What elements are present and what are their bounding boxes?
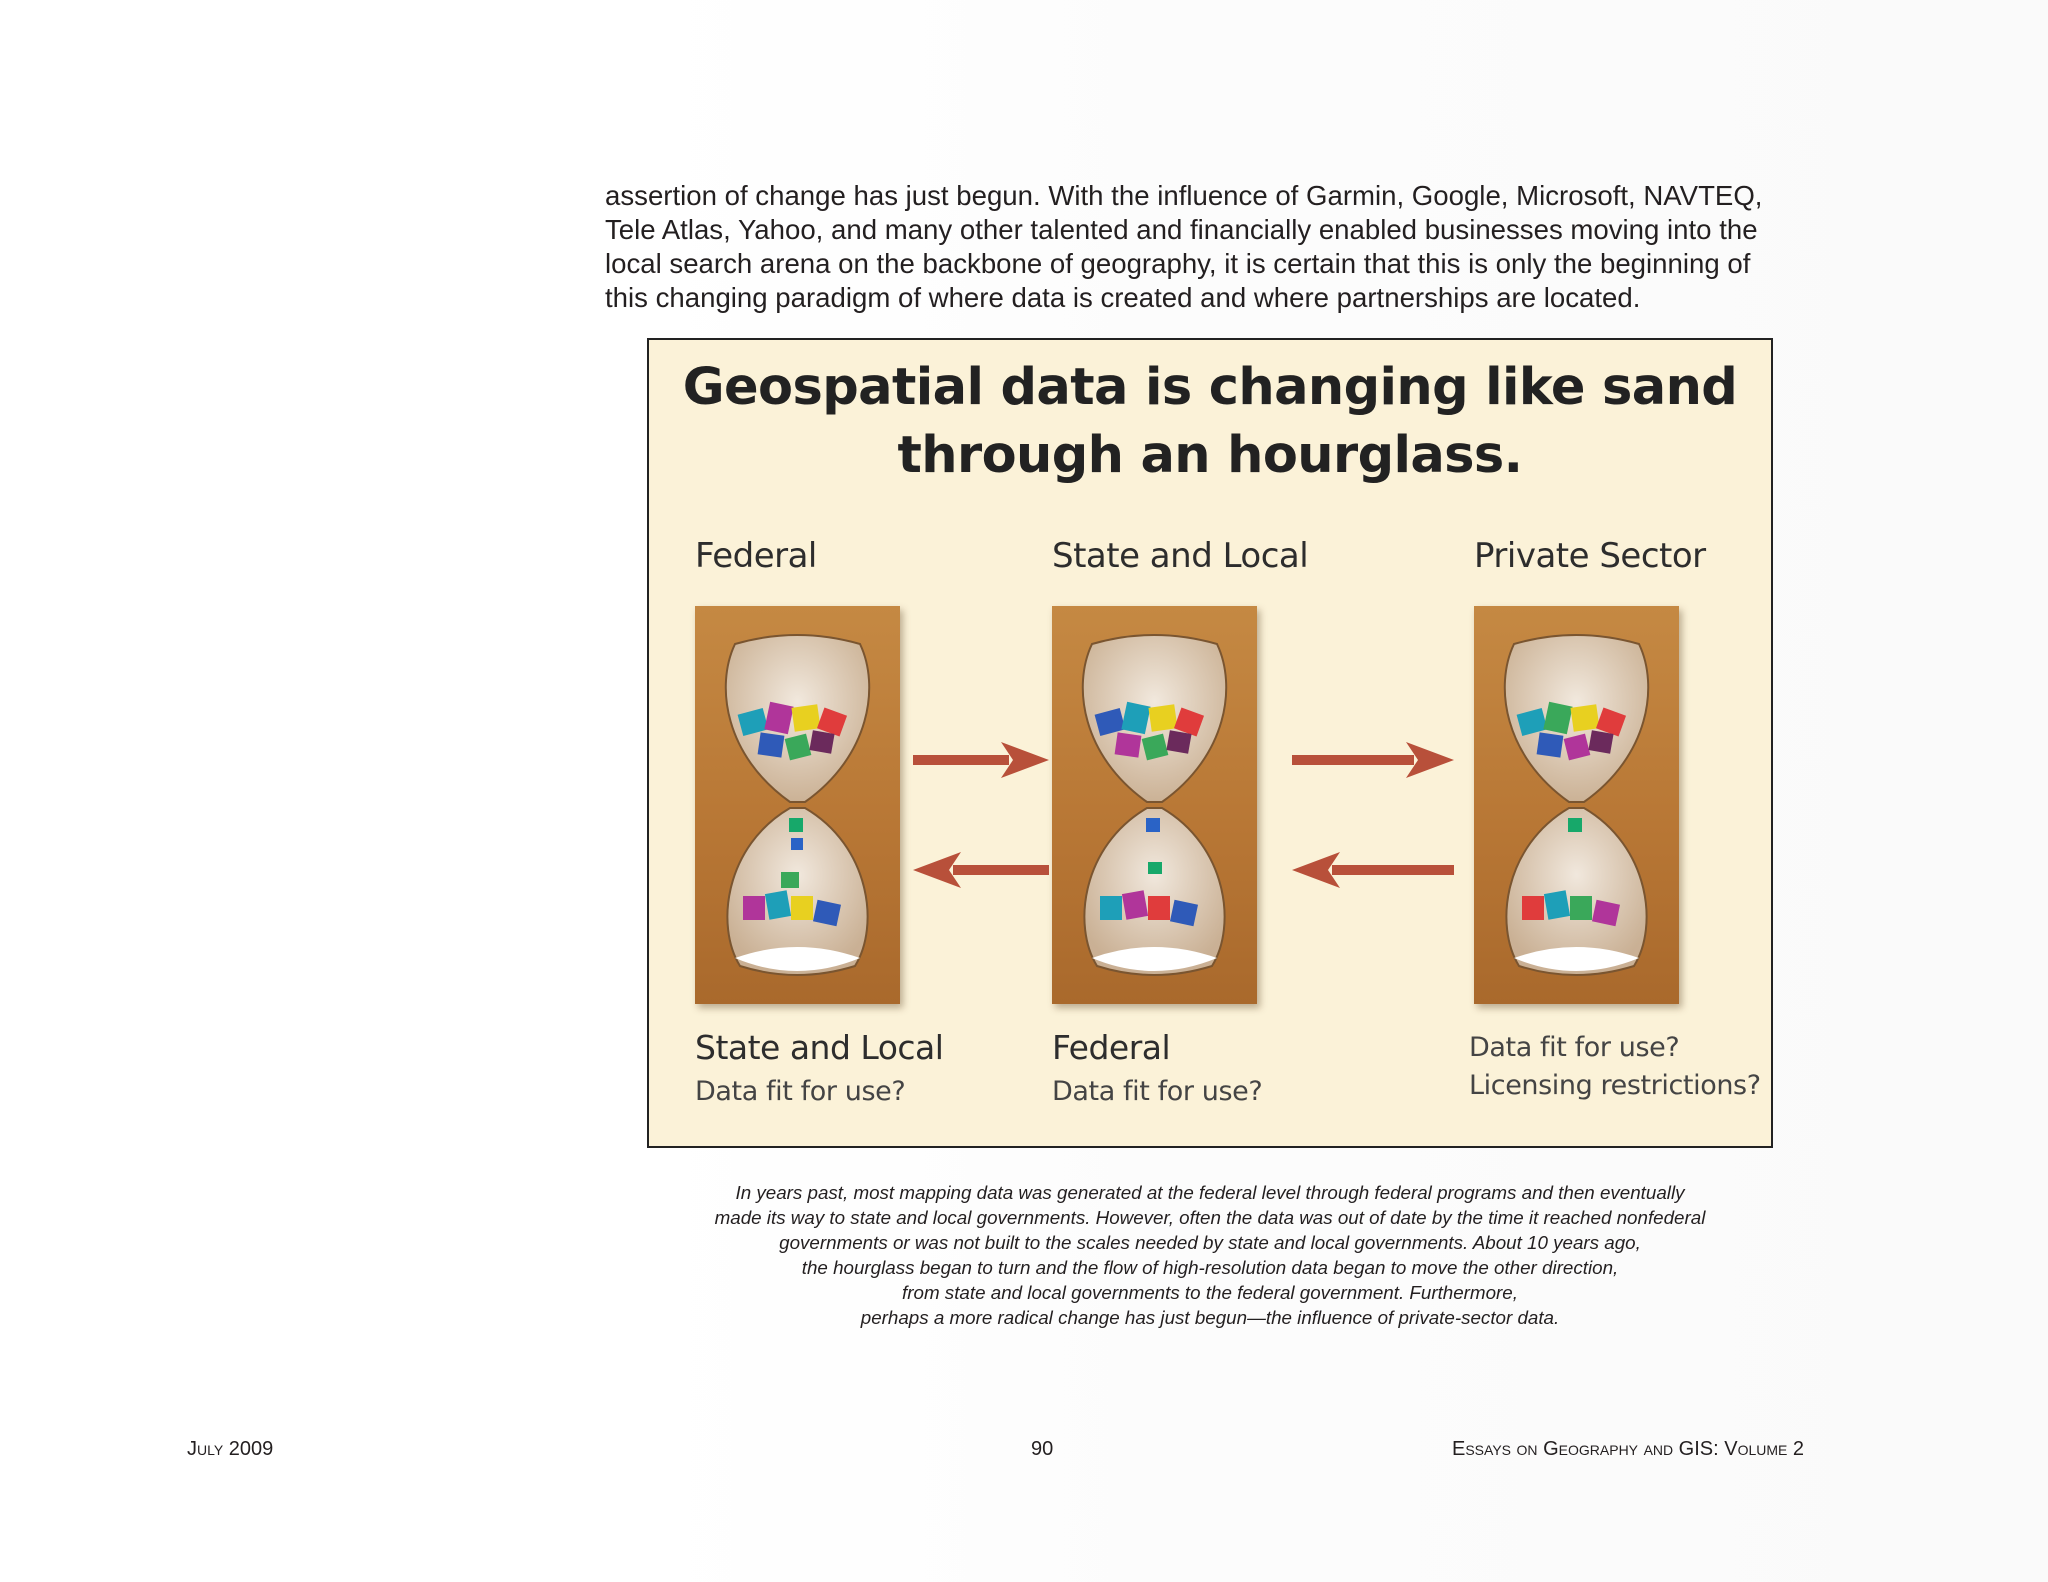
hourglass-image: [1052, 606, 1257, 1004]
caption-line: perhaps a more radical change has just begun—the influence of private-sector data.: [860, 1307, 1560, 1328]
label-data-fit: Data fit for use?: [1469, 1032, 1680, 1063]
column-heading-private-sector: Private Sector: [1474, 536, 1706, 576]
arrow-left-icon: [913, 850, 1049, 890]
label-data-fit: Data fit for use?: [695, 1076, 906, 1107]
footer-date: July 2009: [187, 1438, 274, 1460]
figure-title-line-1: Geospatial data is changing like sand: [682, 358, 1738, 417]
arrow-left-icon: [1292, 850, 1454, 890]
hourglass-image: [695, 606, 900, 1004]
page-number: 90: [1031, 1438, 1054, 1460]
label-state-and-local: State and Local: [695, 1028, 944, 1067]
hourglass-panel-private-sector: [1474, 606, 1679, 1004]
caption-line: made its way to state and local governments. However, often the data was out of date by the time it reached nonfederal: [714, 1207, 1706, 1228]
caption-line: the hourglass began to turn and the flow of high-resolution data began to move the other direction,: [801, 1257, 1619, 1278]
label-federal: Federal: [1052, 1028, 1171, 1067]
caption-line: governments or was not built to the scales needed by state and local governments. About 10 years ago,: [779, 1232, 1641, 1253]
caption-line: In years past, most mapping data was generated at the federal level through federal programs and then eventually: [735, 1182, 1685, 1203]
hourglass-panel-federal: [695, 606, 900, 1004]
label-data-fit: Data fit for use?: [1052, 1076, 1263, 1107]
label-licensing-restrictions: Licensing restrictions?: [1469, 1070, 1761, 1101]
column-heading-state-local: State and Local: [1052, 536, 1309, 576]
body-paragraph: [605, 179, 1815, 315]
figure-caption: [640, 1180, 1780, 1330]
arrow-right-icon: [1292, 740, 1454, 780]
body-line: local search arena on the backbone of geography, it is certain that this is only the beginning of: [605, 248, 1751, 279]
column-heading-federal: Federal: [695, 536, 817, 576]
arrow-right-icon: [913, 740, 1049, 780]
caption-line: from state and local governments to the federal government. Furthermore,: [902, 1282, 1518, 1303]
figure-title: [649, 354, 1771, 490]
body-line: Tele Atlas, Yahoo, and many other talented and financially enabled businesses moving into the: [605, 214, 1758, 245]
hourglass-image: [1474, 606, 1679, 1004]
body-line: assertion of change has just begun. With the influence of Garmin, Google, Microsoft, NAVTEQ,: [605, 180, 1763, 211]
hourglass-figure: [647, 338, 1773, 1148]
body-line: this changing paradigm of where data is created and where partnerships are located.: [605, 282, 1641, 313]
footer-publication: Essays on Geography and GIS: Volume 2: [1452, 1438, 1805, 1460]
hourglass-panel-state-local: [1052, 606, 1257, 1004]
figure-title-line-2: through an hourglass.: [897, 426, 1523, 485]
